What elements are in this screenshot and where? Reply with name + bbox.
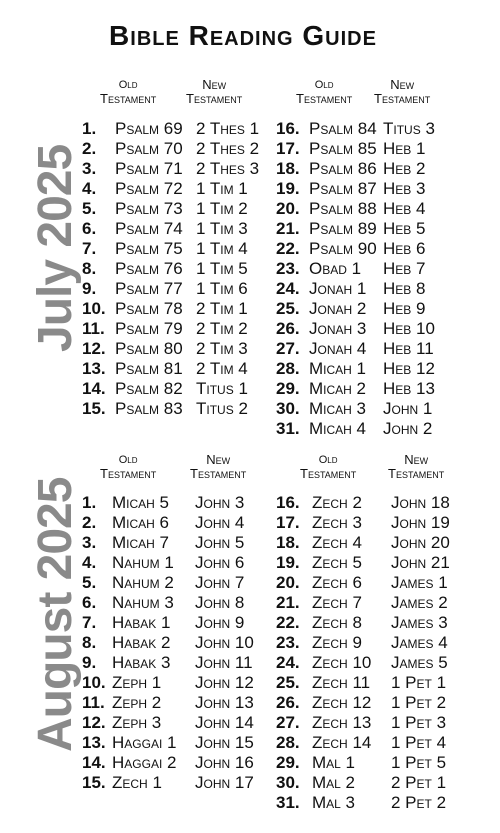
day-number: 26.	[276, 319, 300, 338]
old-testament-reading: Micah 6	[112, 513, 170, 532]
list-item	[82, 573, 282, 593]
new-testament-reading: 2 Thes 3	[196, 159, 260, 178]
day-number: 14.	[82, 753, 106, 772]
new-testament-reading: John 9	[195, 613, 245, 632]
new-testament-header	[190, 453, 246, 481]
list-item	[276, 533, 476, 553]
day-number: 27.	[276, 339, 300, 358]
new-testament-reading: 2 Tim 3	[196, 339, 248, 358]
list-item	[82, 633, 282, 653]
old-testament-header-line1: Old	[118, 79, 138, 91]
list-item	[276, 399, 476, 419]
day-number: 12.	[82, 713, 106, 732]
day-number: 9.	[82, 279, 97, 298]
old-testament-reading: Jonah 2	[309, 299, 367, 318]
list-item	[82, 673, 282, 693]
day-number: 25.	[276, 673, 300, 692]
new-testament-reading: Heb 13	[383, 379, 435, 398]
reading-list-left	[82, 119, 282, 419]
day-number: 3.	[82, 159, 97, 178]
old-testament-reading: Psalm 90	[309, 239, 377, 258]
list-item	[276, 773, 476, 793]
new-testament-reading: Heb 12	[383, 359, 435, 378]
list-item	[276, 613, 476, 633]
new-testament-reading: 1 Tim 4	[196, 239, 248, 258]
old-testament-reading: Zech 13	[312, 713, 372, 732]
list-item	[276, 119, 476, 139]
day-number: 27.	[276, 713, 300, 732]
old-testament-reading: Psalm 80	[115, 339, 183, 358]
new-testament-reading: John 12	[195, 673, 254, 692]
new-testament-reading: 2 Pet 2	[391, 793, 447, 812]
list-item	[276, 279, 476, 299]
new-testament-reading: 2 Pet 1	[391, 773, 447, 792]
list-item	[82, 613, 282, 633]
new-testament-reading: Heb 6	[383, 239, 426, 258]
new-testament-reading: 1 Tim 2	[196, 199, 248, 218]
day-number: 17.	[276, 513, 300, 532]
old-testament-header	[300, 453, 356, 481]
new-testament-reading: 1 Tim 5	[196, 259, 248, 278]
day-number: 18.	[276, 159, 300, 178]
list-item	[276, 673, 476, 693]
new-testament-reading: John 5	[195, 533, 245, 552]
old-testament-reading: Psalm 84	[309, 119, 377, 138]
list-item	[82, 593, 282, 613]
new-testament-header-line2: Testament	[374, 91, 431, 106]
old-testament-reading: Psalm 70	[115, 139, 183, 158]
day-number: 16.	[276, 493, 300, 512]
old-testament-reading: Zeph 1	[112, 673, 162, 692]
new-testament-reading: Heb 5	[383, 219, 426, 238]
day-number: 6.	[82, 593, 97, 612]
new-testament-reading: Heb 11	[383, 339, 434, 358]
day-number: 10.	[82, 299, 106, 318]
old-testament-reading: Psalm 76	[115, 259, 183, 278]
old-testament-reading: Zech 12	[312, 693, 372, 712]
list-item	[82, 199, 282, 219]
new-testament-header-line1: New	[202, 77, 227, 92]
new-testament-reading: 1 Pet 2	[391, 693, 447, 712]
old-testament-reading: Psalm 71	[115, 159, 183, 178]
old-testament-reading: Psalm 86	[309, 159, 377, 178]
day-number: 11.	[82, 693, 105, 712]
old-testament-reading: Nahum 1	[112, 553, 174, 572]
new-testament-reading: John 18	[391, 493, 450, 512]
old-testament-reading: Psalm 85	[309, 139, 377, 158]
day-number: 10.	[82, 673, 106, 692]
new-testament-reading: John 15	[195, 733, 254, 752]
day-number: 4.	[82, 553, 97, 572]
old-testament-reading: Psalm 75	[115, 239, 183, 258]
new-testament-header-line1: New	[404, 452, 429, 467]
old-testament-reading: Psalm 73	[115, 199, 183, 218]
old-testament-reading: Habak 1	[112, 613, 171, 632]
old-testament-reading: Haggai 2	[112, 753, 177, 772]
list-item	[276, 219, 476, 239]
list-item	[82, 119, 282, 139]
old-testament-reading: Mal 1	[312, 753, 356, 772]
old-testament-reading: Zech 8	[312, 613, 362, 632]
new-testament-reading: 2 Tim 4	[196, 359, 248, 378]
new-testament-header-line1: New	[206, 452, 231, 467]
list-item	[82, 513, 282, 533]
list-item	[82, 533, 282, 553]
day-number: 12.	[82, 339, 106, 358]
old-testament-reading: Zech 6	[312, 573, 362, 592]
day-number: 2.	[82, 139, 97, 158]
new-testament-header-line2: Testament	[388, 466, 445, 481]
list-item	[276, 793, 476, 813]
old-testament-header-line1: Old	[118, 454, 138, 466]
list-item	[82, 339, 282, 359]
old-testament-reading: Nahum 2	[112, 573, 174, 592]
reading-list-left	[82, 493, 282, 793]
day-number: 22.	[276, 239, 300, 258]
day-number: 29.	[276, 379, 300, 398]
day-number: 4.	[82, 179, 97, 198]
day-number: 5.	[82, 573, 97, 592]
new-testament-reading: John 8	[195, 593, 245, 612]
day-number: 1.	[82, 119, 97, 138]
new-testament-reading: John 17	[195, 773, 254, 792]
list-item	[82, 399, 282, 419]
day-number: 25.	[276, 299, 300, 318]
new-testament-reading: 1 Tim 6	[196, 279, 248, 298]
old-testament-reading: Zech 14	[312, 733, 372, 752]
new-testament-reading: James 2	[391, 593, 448, 612]
old-testament-header-line2: Testament	[296, 91, 353, 106]
list-item	[276, 593, 476, 613]
day-number: 22.	[276, 613, 300, 632]
day-number: 29.	[276, 753, 300, 772]
new-testament-reading: Heb 7	[383, 259, 426, 278]
list-item	[82, 259, 282, 279]
new-testament-reading: John 13	[195, 693, 254, 712]
new-testament-reading: John 20	[391, 533, 450, 552]
old-testament-reading: Zech 11	[312, 673, 371, 692]
list-item	[276, 653, 476, 673]
new-testament-header-line2: Testament	[190, 466, 247, 481]
list-item	[82, 139, 282, 159]
list-item	[82, 379, 282, 399]
old-testament-reading: Psalm 78	[115, 299, 183, 318]
list-item	[276, 339, 476, 359]
new-testament-reading: John 1	[383, 399, 433, 418]
old-testament-reading: Micah 3	[309, 399, 367, 418]
new-testament-reading: Titus 2	[196, 399, 248, 418]
new-testament-reading: 2 Tim 1	[196, 299, 248, 318]
new-testament-reading: Heb 9	[383, 299, 426, 318]
list-item	[82, 279, 282, 299]
day-number: 23.	[276, 259, 300, 278]
old-testament-reading: Zech 1	[112, 773, 162, 792]
new-testament-reading: Heb 4	[383, 199, 426, 218]
day-number: 30.	[276, 399, 300, 418]
old-testament-header	[296, 78, 352, 106]
day-number: 13.	[82, 733, 106, 752]
new-testament-reading: 2 Thes 2	[196, 139, 260, 158]
new-testament-reading: 1 Tim 1	[196, 179, 248, 198]
new-testament-reading: 1 Pet 1	[391, 673, 447, 692]
new-testament-reading: John 11	[195, 653, 253, 672]
new-testament-reading: John 21	[391, 553, 450, 572]
new-testament-reading: Heb 2	[383, 159, 426, 178]
day-number: 16.	[276, 119, 300, 138]
new-testament-reading: 1 Tim 3	[196, 219, 248, 238]
day-number: 6.	[82, 219, 97, 238]
day-number: 23.	[276, 633, 300, 652]
old-testament-reading: Mal 3	[312, 793, 356, 812]
old-testament-reading: Zech 2	[312, 493, 362, 512]
old-testament-reading: Micah 1	[309, 359, 367, 378]
day-number: 19.	[276, 179, 300, 198]
new-testament-header	[186, 78, 242, 106]
old-testament-reading: Micah 5	[112, 493, 170, 512]
day-number: 3.	[82, 533, 97, 552]
list-item	[276, 633, 476, 653]
new-testament-reading: 1 Pet 3	[391, 713, 447, 732]
old-testament-reading: Psalm 82	[115, 379, 183, 398]
reading-list-right	[276, 493, 476, 813]
new-testament-reading: John 2	[383, 419, 433, 438]
day-number: 7.	[82, 239, 97, 258]
old-testament-reading: Psalm 89	[309, 219, 377, 238]
day-number: 21.	[276, 219, 300, 238]
new-testament-reading: 1 Pet 4	[391, 733, 447, 752]
old-testament-header	[100, 78, 156, 106]
list-item	[82, 159, 282, 179]
new-testament-reading: Heb 3	[383, 179, 426, 198]
list-item	[82, 179, 282, 199]
day-number: 20.	[276, 573, 300, 592]
list-item	[82, 239, 282, 259]
month-label: July 2025	[29, 144, 82, 352]
list-item	[82, 733, 282, 753]
new-testament-reading: Titus 3	[383, 119, 435, 138]
new-testament-reading: John 10	[195, 633, 254, 652]
list-item	[276, 733, 476, 753]
list-item	[276, 299, 476, 319]
list-item	[276, 359, 476, 379]
list-item	[276, 179, 476, 199]
old-testament-reading: Jonah 3	[309, 319, 367, 338]
old-testament-header-line1: Old	[314, 79, 334, 91]
old-testament-reading: Psalm 87	[309, 179, 377, 198]
list-item	[276, 379, 476, 399]
day-number: 7.	[82, 613, 97, 632]
old-testament-reading: Micah 4	[309, 419, 367, 438]
old-testament-reading: Mal 2	[312, 773, 356, 792]
list-item	[276, 159, 476, 179]
day-number: 15.	[82, 399, 106, 418]
old-testament-header-line2: Testament	[300, 466, 357, 481]
new-testament-header-line2: Testament	[186, 91, 243, 106]
old-testament-reading: Zech 10	[312, 653, 372, 672]
new-testament-reading: 1 Pet 5	[391, 753, 447, 772]
list-item	[82, 219, 282, 239]
new-testament-reading: Titus 1	[196, 379, 248, 398]
day-number: 2.	[82, 513, 97, 532]
day-number: 14.	[82, 379, 106, 398]
list-item	[276, 753, 476, 773]
list-item	[276, 139, 476, 159]
list-item	[276, 513, 476, 533]
old-testament-reading: Obad 1	[309, 259, 362, 278]
list-item	[82, 299, 282, 319]
day-number: 20.	[276, 199, 300, 218]
old-testament-header	[100, 453, 156, 481]
day-number: 1.	[82, 493, 97, 512]
new-testament-reading: John 4	[195, 513, 245, 532]
day-number: 24.	[276, 279, 300, 298]
list-item	[276, 259, 476, 279]
old-testament-reading: Haggai 1	[112, 733, 177, 752]
day-number: 28.	[276, 733, 300, 752]
new-testament-reading: John 19	[391, 513, 450, 532]
old-testament-reading: Psalm 77	[115, 279, 183, 298]
list-item	[276, 239, 476, 259]
old-testament-reading: Habak 3	[112, 653, 171, 672]
old-testament-reading: Zech 9	[312, 633, 362, 652]
day-number: 18.	[276, 533, 300, 552]
old-testament-reading: Psalm 74	[115, 219, 183, 238]
old-testament-reading: Zech 7	[312, 593, 362, 612]
list-item	[82, 493, 282, 513]
new-testament-reading: Heb 8	[383, 279, 426, 298]
old-testament-reading: Psalm 79	[115, 319, 183, 338]
old-testament-reading: Zech 3	[312, 513, 362, 532]
list-item	[276, 693, 476, 713]
list-item	[82, 319, 282, 339]
old-testament-reading: Psalm 69	[115, 119, 183, 138]
month-label: August 2025	[29, 477, 82, 752]
list-item	[276, 319, 476, 339]
new-testament-reading: John 16	[195, 753, 254, 772]
page-title: Bible Reading Guide	[109, 20, 377, 51]
old-testament-reading: Micah 7	[112, 533, 170, 552]
list-item	[276, 573, 476, 593]
day-number: 26.	[276, 693, 300, 712]
day-number: 8.	[82, 633, 97, 652]
day-number: 30.	[276, 773, 300, 792]
old-testament-reading: Nahum 3	[112, 593, 174, 612]
new-testament-reading: John 14	[195, 713, 254, 732]
new-testament-reading: James 1	[391, 573, 448, 592]
new-testament-reading: James 3	[391, 613, 448, 632]
old-testament-reading: Psalm 72	[115, 179, 183, 198]
new-testament-reading: Heb 1	[383, 139, 426, 158]
new-testament-reading: John 3	[195, 493, 245, 512]
new-testament-header	[388, 453, 444, 481]
list-item	[82, 359, 282, 379]
old-testament-reading: Psalm 81	[115, 359, 183, 378]
old-testament-reading: Jonah 1	[309, 279, 367, 298]
list-item	[276, 493, 476, 513]
day-number: 31.	[276, 419, 300, 438]
day-number: 9.	[82, 653, 97, 672]
new-testament-reading: John 6	[195, 553, 245, 572]
list-item	[82, 553, 282, 573]
old-testament-reading: Jonah 4	[309, 339, 367, 358]
new-testament-reading: 2 Tim 2	[196, 319, 248, 338]
old-testament-header-line2: Testament	[100, 466, 157, 481]
list-item	[82, 693, 282, 713]
day-number: 11.	[82, 319, 105, 338]
day-number: 17.	[276, 139, 300, 158]
day-number: 24.	[276, 653, 300, 672]
old-testament-reading: Zeph 3	[112, 713, 162, 732]
new-testament-reading: John 7	[195, 573, 245, 592]
list-item	[82, 753, 282, 773]
old-testament-reading: Psalm 88	[309, 199, 377, 218]
old-testament-header-line1: Old	[318, 454, 338, 466]
old-testament-reading: Psalm 83	[115, 399, 183, 418]
list-item	[276, 553, 476, 573]
old-testament-reading: Zech 4	[312, 533, 362, 552]
new-testament-reading: James 4	[391, 633, 448, 652]
day-number: 19.	[276, 553, 300, 572]
list-item	[276, 419, 476, 439]
list-item	[82, 653, 282, 673]
new-testament-header	[374, 78, 430, 106]
reading-list-right	[276, 119, 476, 439]
list-item	[276, 199, 476, 219]
day-number: 5.	[82, 199, 97, 218]
day-number: 13.	[82, 359, 106, 378]
day-number: 31.	[276, 793, 300, 812]
old-testament-reading: Zeph 2	[112, 693, 162, 712]
day-number: 8.	[82, 259, 97, 278]
old-testament-reading: Habak 2	[112, 633, 171, 652]
old-testament-reading: Zech 5	[312, 553, 362, 572]
new-testament-reading: James 5	[391, 653, 448, 672]
day-number: 21.	[276, 593, 300, 612]
day-number: 28.	[276, 359, 300, 378]
list-item	[82, 713, 282, 733]
list-item	[276, 713, 476, 733]
list-item	[82, 773, 282, 793]
new-testament-reading: Heb 10	[383, 319, 435, 338]
day-number: 15.	[82, 773, 106, 792]
new-testament-reading: 2 Thes 1	[196, 119, 260, 138]
old-testament-reading: Micah 2	[309, 379, 367, 398]
old-testament-header-line2: Testament	[100, 91, 157, 106]
new-testament-header-line1: New	[390, 77, 415, 92]
